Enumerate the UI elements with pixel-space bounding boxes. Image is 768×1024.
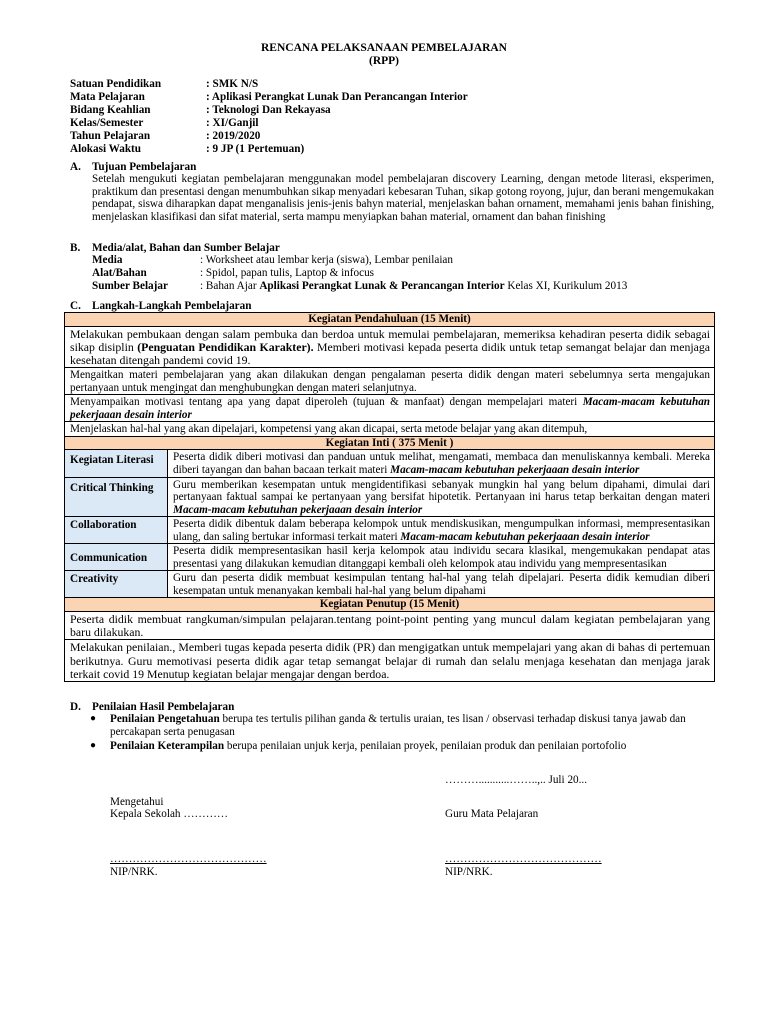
section-number: B. <box>70 242 81 254</box>
media-row <box>92 267 627 280</box>
identity-row <box>70 78 468 91</box>
literasi-label: Kegiatan Literasi <box>65 450 168 477</box>
identity-label: Bidang Keahlian <box>70 104 151 116</box>
bullet-icon: ● <box>90 740 97 752</box>
principal-nip: NIP/NRK. <box>110 866 158 878</box>
section-title: Tujuan Pembelajaran <box>92 161 197 173</box>
identity-row <box>70 143 468 156</box>
media-row <box>92 254 627 267</box>
penutup-step: Peserta didik membuat rangkuman/simpulan pelajaran.tentang point-point penting yang muncul dalam kegiatan pembelajaran yang baru dilakukan. <box>65 612 715 640</box>
identity-row <box>70 117 468 130</box>
table-row <box>65 477 715 517</box>
list-item <box>84 713 716 738</box>
identity-row <box>70 104 468 117</box>
step-topic: Macam-macam kebutuhan pekerjaaan desain interior <box>70 396 711 421</box>
literasi-text <box>168 450 715 477</box>
signature-acknowledge: Mengetahui <box>110 796 164 808</box>
table-row <box>65 313 715 327</box>
collaboration-text <box>168 517 715 544</box>
communication-label: Communication <box>65 544 168 571</box>
sumber-label: Sumber Belajar <box>92 280 168 292</box>
principal-signature-line: …………………………………… <box>110 853 267 865</box>
section-title: Penilaian Hasil Pembelajaran <box>92 701 235 713</box>
alat-value: : Spidol, papan tulis, Laptop & infocus <box>200 267 375 279</box>
communication-text: Peserta didik mempresentasikan hasil kerja kelompok atau individu secara klasikal, mengemukakan pendapat atas presentasi yang dilakukan kemudian ditanggapi kembali oleh kelompok atau individu yang mempresentasikan <box>168 544 715 571</box>
table-row <box>65 436 715 450</box>
media-value: : Worksheet atau lembar kerja (siswa), Lembar penilaian <box>200 254 453 266</box>
identity-block <box>70 78 468 156</box>
step-text: Peserta didik dibentuk dalam beberapa kelompok untuk mendiskusikan, mengumpulkan informasi, mempresentasikan ulang, dan saling bertukar informasi terkait materi <box>173 518 710 543</box>
table-row <box>65 517 715 544</box>
section-number: A. <box>70 161 81 173</box>
pendahuluan-step: Menjelaskan hal-hal yang akan dipelajari, kompetensi yang akan dicapai, serta metode belajar yang akan ditempuh, <box>65 422 715 437</box>
media-label: Media <box>92 254 123 266</box>
objective-paragraph: Setelah mengukuti kegiatan pembelajaran menggunakan model pembelajaran discovery Learning, dengan metode literasi, eksperimen, praktikum dan presentasi dengan menumbuhkan sikap menyadari kebesaran Tuhan, sikap gotong royong, jujur, dan berani mengemukakan pendapat, siswa diharapkan dapat menganalisis jenis-jenis bahyn material, menjelaskan bahan ornament, memahami jenis bahan finishing, menjelaskan klasifikasi dan sifat material, serta mampu menyiapkan bahan material, ornament dan bahan finishing <box>92 173 714 223</box>
teacher-nip: NIP/NRK. <box>445 866 493 878</box>
identity-label: Alokasi Waktu <box>70 143 141 155</box>
identity-value: : XI/Ganjil <box>206 117 259 129</box>
identity-value: : 2019/2020 <box>206 130 261 142</box>
table-row <box>65 450 715 477</box>
creativity-text: Guru dan peserta didik membuat kesimpulan tentang hal-hal yang telah dipelajari. Peserta didik kemudian diberi kesempatan untuk menanyakan kembali hal-hal yang belum dipahami <box>168 571 715 598</box>
identity-label: Satuan Pendidikan <box>70 78 162 90</box>
step-topic: Macam-macam kebutuhan pekerjaaan desain interior <box>390 463 640 476</box>
step-emphasis: (Penguatan Pendidikan Karakter). <box>137 339 314 354</box>
table-row <box>65 640 715 682</box>
section-title: Media/alat, Bahan dan Sumber Belajar <box>92 242 280 254</box>
identity-value: : Teknologi Dan Rekayasa <box>206 104 331 116</box>
penutup-step: Melakukan penilaian., Memberi tugas kepada peserta didik (PR) dan mengigatkan untuk mempelajari yang akan di bahas di pertemuan berikutnya. Guru memotivasi peserta didik agar tetap semangat belajar di rumah dan selalu menjaga kesehatan dan menjaga jarak terkait covid 19 Menutup kegiatan belajar mengajar dengan berdoa. <box>65 640 715 682</box>
step-topic: Macam-macam kebutuhan pekerjaaan desain interior <box>173 503 423 516</box>
document-title: RENCANA PELAKSANAAN PEMBELAJARAN <box>261 42 507 54</box>
signature-date: ………...........……..,.. Juli 20... <box>445 774 588 786</box>
sumber-suffix: Kelas XI, Kurikulum 2013 <box>504 280 628 292</box>
step-text: Peserta didik diberi motivasi dan panduan untuk melihat, mengamati, membaca dan menuliskannya kembali. Mereka diberi tayangan dan bahan bacaan terkait materi <box>173 451 710 476</box>
table-row <box>65 368 715 395</box>
table-row <box>65 422 715 437</box>
assessment-list <box>84 713 716 753</box>
section-d-heading <box>70 701 234 714</box>
step-text: Guru memberikan kesempatan untuk mengidentifikasi sebanyak mungkin hal yang belum dipahami, dimulai dari pertanyaan faktual sampai ke pertanyaan yang bersifat hipotetik. Pertanyaan ini harus tetap berkaitan dengan materi <box>173 478 710 504</box>
assessment-type: Penilaian Pengetahuan <box>110 713 220 725</box>
sumber-book-title: Aplikasi Perangkat Lunak & Perancangan Interior <box>259 280 505 292</box>
identity-label: Kelas/Semester <box>70 117 144 129</box>
assessment-desc: berupa tes tertulis pilihan ganda & tertulis uraian, tes lisan / observasi terhadap diskusi tanya jawab dan percakapan serta penugasan <box>110 713 686 738</box>
identity-value: : 9 JP (1 Pertemuan) <box>206 143 305 155</box>
section-number: D. <box>70 701 81 713</box>
pendahuluan-header: Kegiatan Pendahuluan (15 Menit) <box>65 313 715 327</box>
identity-label: Mata Pelajaran <box>70 91 145 103</box>
critical-thinking-text <box>168 477 715 517</box>
principal-title: Kepala Sekolah ………… <box>110 808 229 820</box>
list-item <box>84 740 716 753</box>
pendahuluan-step <box>65 395 715 422</box>
step-text: Menyampaikan motivasi tentang apa yang dapat diperoleh (tujuan & manfaat) dengan mempelajari materi <box>70 396 583 409</box>
section-c-heading <box>70 300 251 313</box>
learning-steps-table <box>64 312 715 682</box>
assessment-desc: berupa penilaian unjuk kerja, penilaian proyek, penilaian produk dan penilaian portofolio <box>224 740 627 753</box>
pendahuluan-step: Mengaitkan materi pembelajaran yang akan dilakukan dengan pengalaman peserta didik dengan materi sebelumnya serta mengajukan pertanyaan untuk mengingat dan menghubungkan dengan materi selanjutnya. <box>65 368 715 395</box>
section-number: C. <box>70 300 81 312</box>
table-row <box>65 544 715 571</box>
table-row <box>65 612 715 640</box>
identity-row <box>70 91 468 104</box>
identity-value: : Aplikasi Perangkat Lunak Dan Perancangan Interior <box>206 91 468 103</box>
sumber-prefix: : Bahan Ajar <box>200 280 260 292</box>
creativity-label: Creativity <box>65 571 168 598</box>
section-b-heading <box>70 242 280 255</box>
media-row <box>92 280 627 293</box>
step-text: Melakukan pembukaan dengan salam pembuka dan berdoa untuk memulai pembelajaran, memeriksa kehadiran peserta didik sebagai sikap disiplin <box>70 326 710 354</box>
teacher-title: Guru Mata Pelajaran <box>445 808 539 820</box>
assessment-type: Penilaian Keterampilan <box>110 740 225 753</box>
media-block <box>92 254 627 293</box>
table-row <box>65 571 715 598</box>
alat-label: Alat/Bahan <box>92 267 147 279</box>
step-text: Memberi motivasi kepada peserta didik untuk tetap semangat belajar dan menjaga kesehatan ditengah pandemi covid 19. <box>70 339 710 367</box>
critical-thinking-label: Critical Thinking <box>65 477 168 517</box>
section-title: Langkah-Langkah Pembelajaran <box>92 300 252 312</box>
inti-header: Kegiatan Inti ( 375 Menit ) <box>65 436 715 450</box>
table-row <box>65 326 715 368</box>
document-subtitle: (RPP) <box>368 55 399 67</box>
section-a-heading <box>70 161 196 174</box>
pendahuluan-step <box>65 326 715 368</box>
table-row <box>65 395 715 422</box>
identity-value: : SMK N/S <box>206 78 259 90</box>
penutup-header: Kegiatan Penutup (15 Menit) <box>65 598 715 612</box>
collaboration-label: Collaboration <box>65 517 168 544</box>
identity-label: Tahun Pelajaran <box>70 130 151 142</box>
step-topic: Macam-macam kebutuhan pekerjaaan desain interior <box>400 530 650 543</box>
identity-row <box>70 130 468 143</box>
bullet-icon: ● <box>90 713 97 724</box>
teacher-signature-line: …………………………………… <box>445 853 602 865</box>
table-row <box>65 598 715 612</box>
